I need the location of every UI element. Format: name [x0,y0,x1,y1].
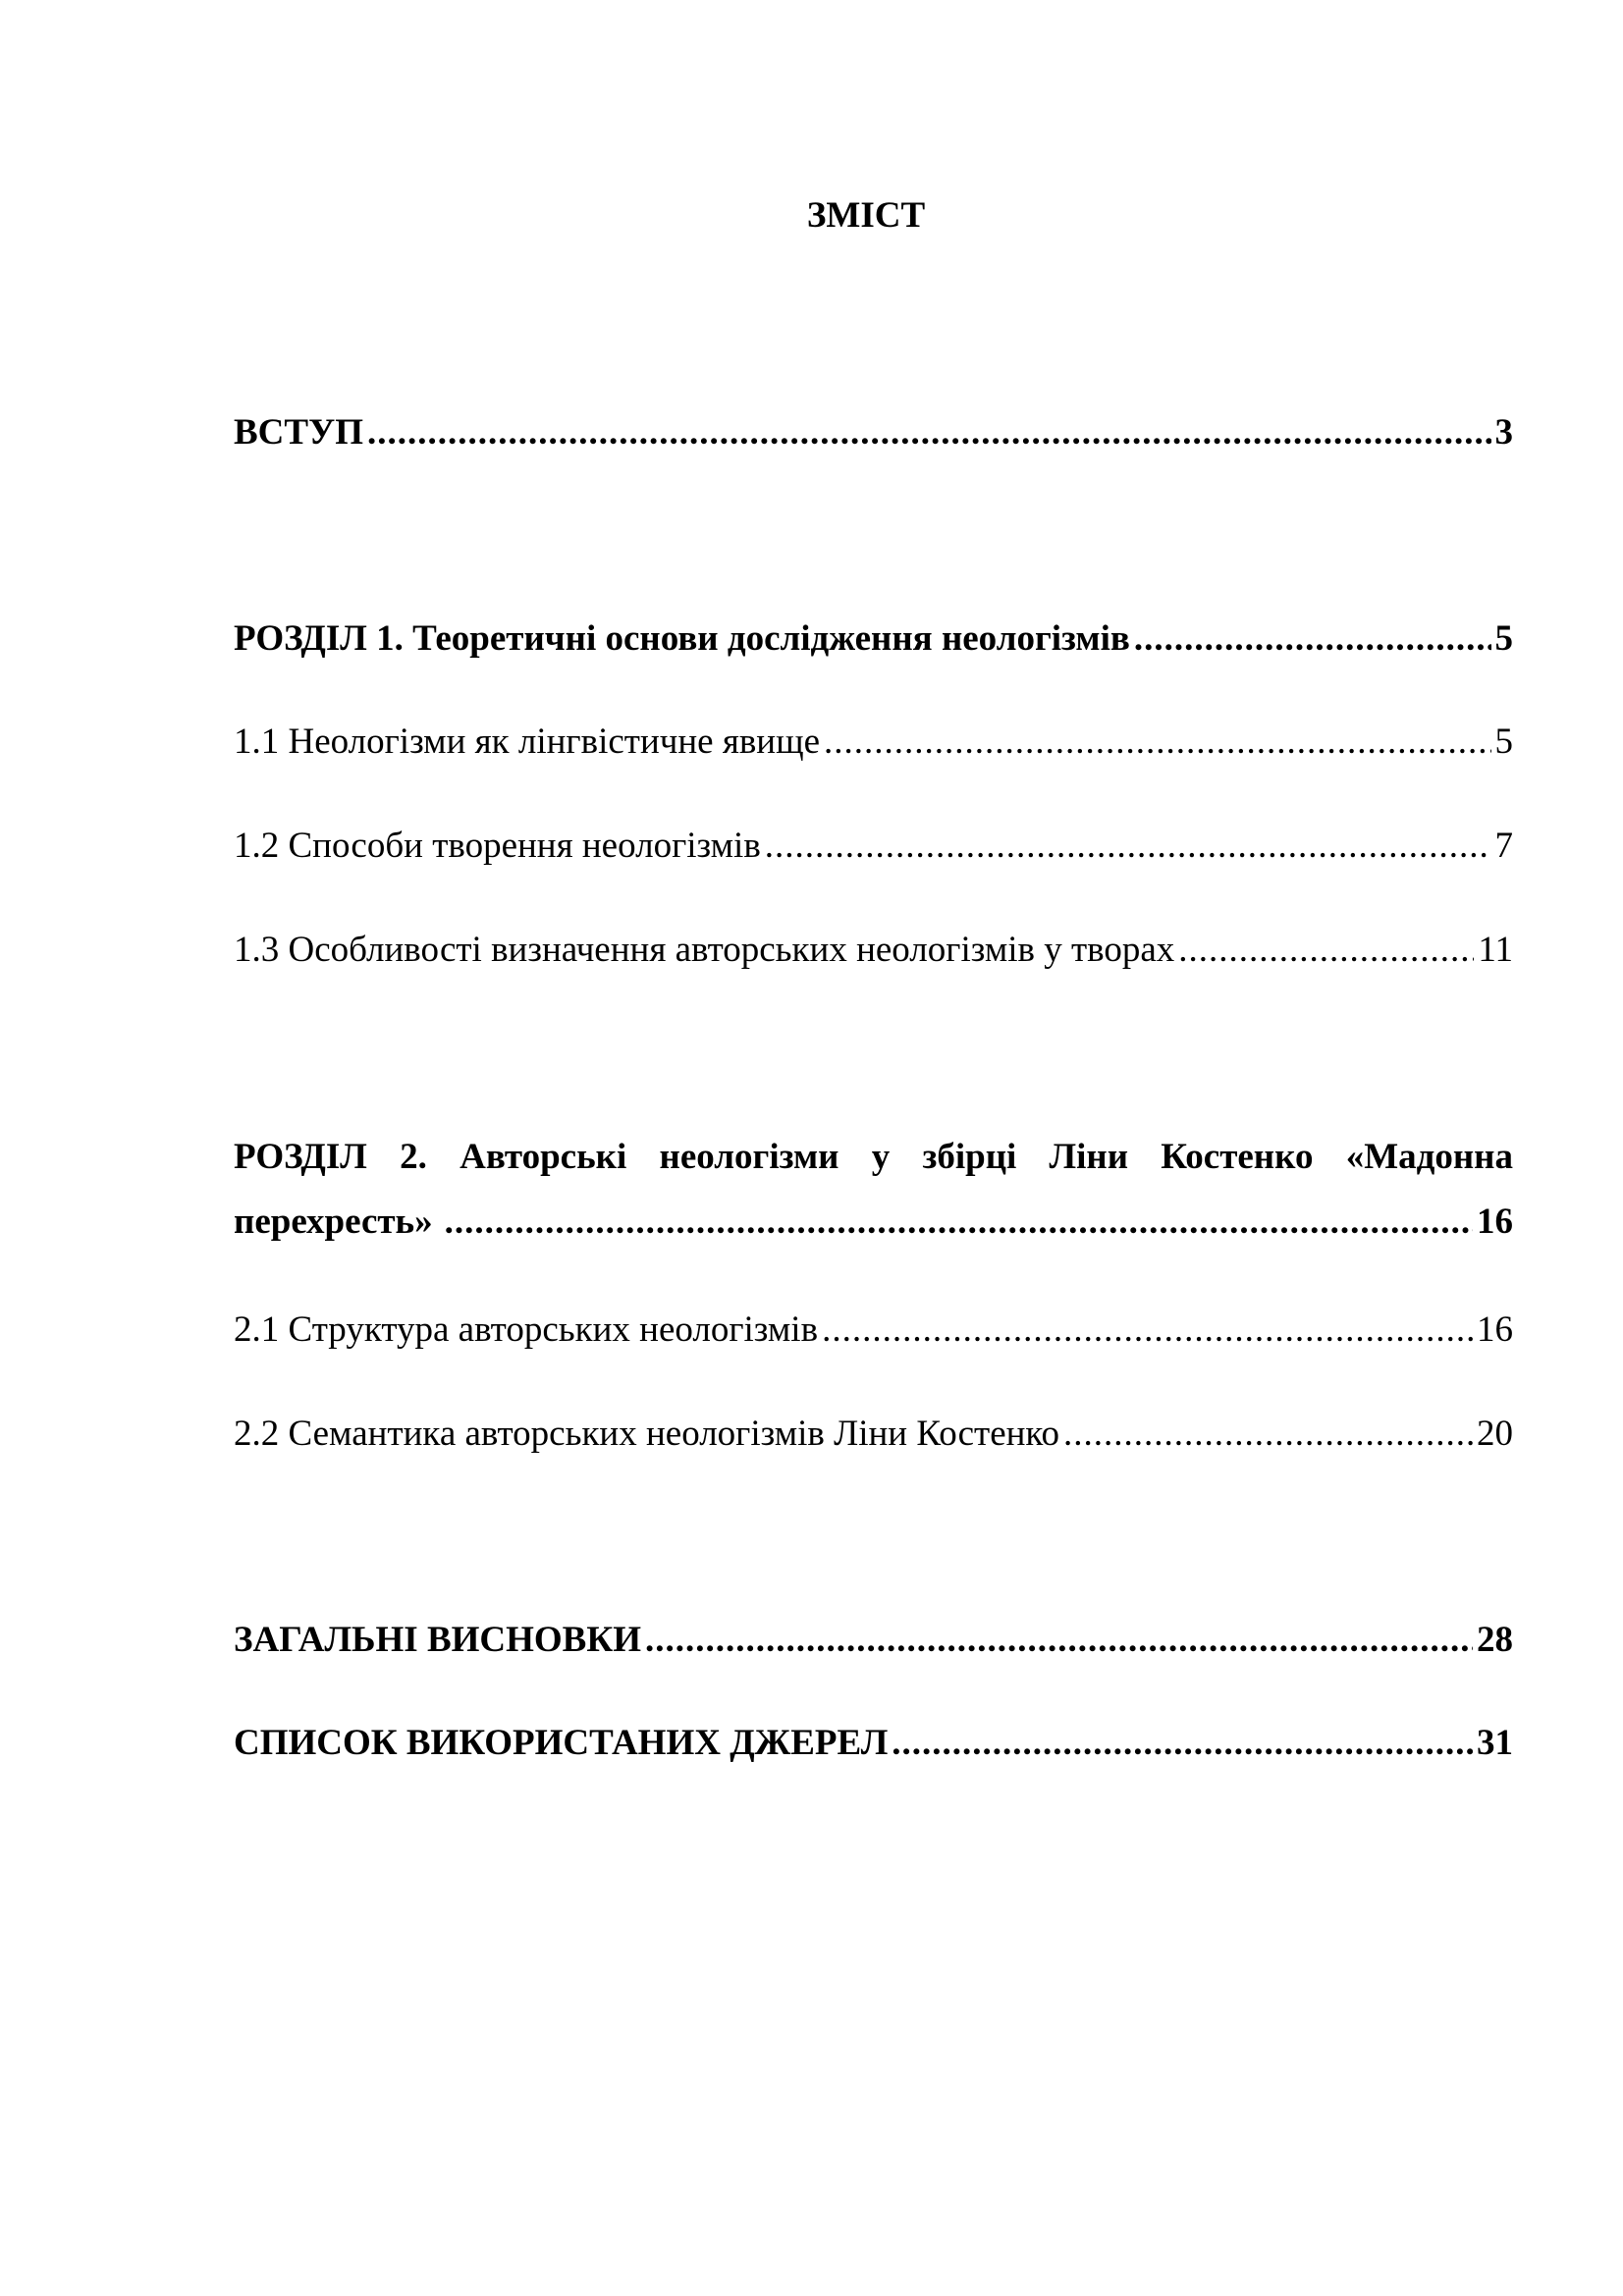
toc-entry-page: 11 [1478,930,1513,970]
toc-entry-label-line-1: РОЗДІЛ 2. Авторські неологізми у збірці Ліни Костенко «Мадонна [234,1137,1513,1177]
toc-entry-label: ВСТУП [234,412,364,453]
page-title: ЗМІСТ [806,195,926,236]
toc-entry-page: 16 [1477,1309,1513,1350]
toc-entry-label: 1.1 Неологізми як лінгвістичне явище [234,721,821,762]
toc-entry-references [234,1720,1513,1767]
toc-entry-label: РОЗДІЛ 1. Теоретичні основи дослідження неологізмів [234,618,1130,659]
toc-entry-page: 28 [1477,1620,1513,1660]
dot-leader [824,719,1490,766]
dot-leader [445,1199,1473,1246]
toc-entry-section-1-1 [234,719,1513,766]
toc-entry-page: 7 [1494,826,1513,866]
toc-entry-label-line-2: перехресть» [234,1201,433,1242]
toc-entry-page: 5 [1494,721,1513,762]
dot-leader [645,1617,1473,1664]
toc-entry-conclusions [234,1617,1513,1664]
toc-entry-page: 3 [1494,412,1513,453]
dot-leader [1178,927,1474,974]
toc-entry-intro [234,409,1513,456]
dot-leader [822,1307,1473,1354]
toc-entry-label: СПИСОК ВИКОРИСТАНИХ ДЖЕРЕЛ [234,1723,889,1763]
toc-entry-page: 5 [1494,618,1513,659]
toc-entry-page: 31 [1477,1723,1513,1763]
toc-entry-chapter-1 [234,615,1513,663]
toc-entry-section-1-2 [234,823,1513,870]
toc-entry-section-2-2 [234,1411,1513,1458]
toc-entry-section-1-3 [234,927,1513,974]
toc-entry-label: 2.1 Структура авторських неологізмів [234,1309,819,1350]
dot-leader [367,409,1490,456]
dot-leader [1063,1411,1473,1458]
toc-entry-second-line [234,1199,1513,1246]
dot-leader [892,1720,1473,1767]
dot-leader [1134,615,1491,663]
toc-entry-label: 1.3 Особливості визначення авторських неологізмів у творах [234,930,1175,970]
toc-entry-chapter-2 [234,1134,1513,1246]
toc-entry-label: 2.2 Семантика авторських неологізмів Ліни Костенко [234,1414,1060,1454]
toc-entry-label: 1.2 Способи творення неологізмів [234,826,761,866]
toc-entry-page: 20 [1477,1414,1513,1454]
toc-entry-label: ЗАГАЛЬНІ ВИСНОВКИ [234,1620,641,1660]
toc-entry-section-2-1 [234,1307,1513,1354]
toc-entry-page: 16 [1477,1201,1513,1242]
dot-leader [765,823,1491,870]
